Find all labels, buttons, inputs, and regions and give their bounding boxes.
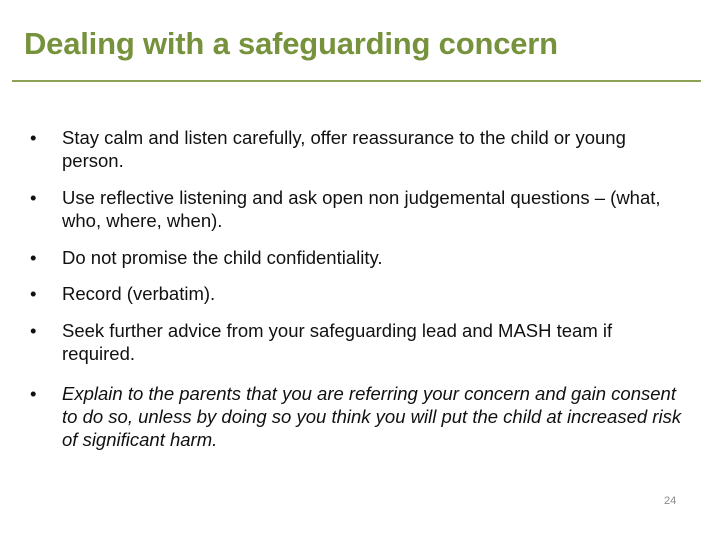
bullet-text: Stay calm and listen carefully, offer reassurance to the child or young person. bbox=[62, 127, 626, 171]
bullet-list bbox=[30, 126, 690, 451]
title-divider bbox=[12, 80, 701, 82]
bullet-item-confidentiality bbox=[30, 246, 690, 269]
bullet-item-reflective-listening bbox=[30, 186, 690, 232]
bullet-item-seek-advice bbox=[30, 319, 690, 365]
bullet-dot: • bbox=[30, 247, 37, 268]
bullet-text: Seek further advice from your safeguarding lead and MASH team if required. bbox=[62, 320, 613, 364]
slide-title: Dealing with a safeguarding concern bbox=[24, 26, 558, 61]
bullet-dot: • bbox=[30, 127, 37, 148]
page-number: 24 bbox=[664, 495, 677, 507]
bullet-text: Explain to the parents that you are referring your concern and gain consent to do so, unless by doing so you think you will put the child at increased risk of significant harm. bbox=[62, 383, 682, 450]
bullet-item-explain-to-parents bbox=[30, 382, 690, 451]
bullet-text: Do not promise the child confidentiality. bbox=[62, 247, 383, 268]
bullet-dot: • bbox=[30, 320, 37, 341]
bullet-item-stay-calm bbox=[30, 126, 690, 172]
bullet-text: Use reflective listening and ask open non judgemental questions – (what, who, where, when). bbox=[62, 187, 661, 231]
bullet-dot: • bbox=[30, 383, 37, 404]
bullet-dot: • bbox=[30, 187, 37, 208]
bullet-dot: • bbox=[30, 283, 37, 304]
bullet-item-record bbox=[30, 282, 690, 305]
bullet-text: Record (verbatim). bbox=[62, 283, 216, 304]
